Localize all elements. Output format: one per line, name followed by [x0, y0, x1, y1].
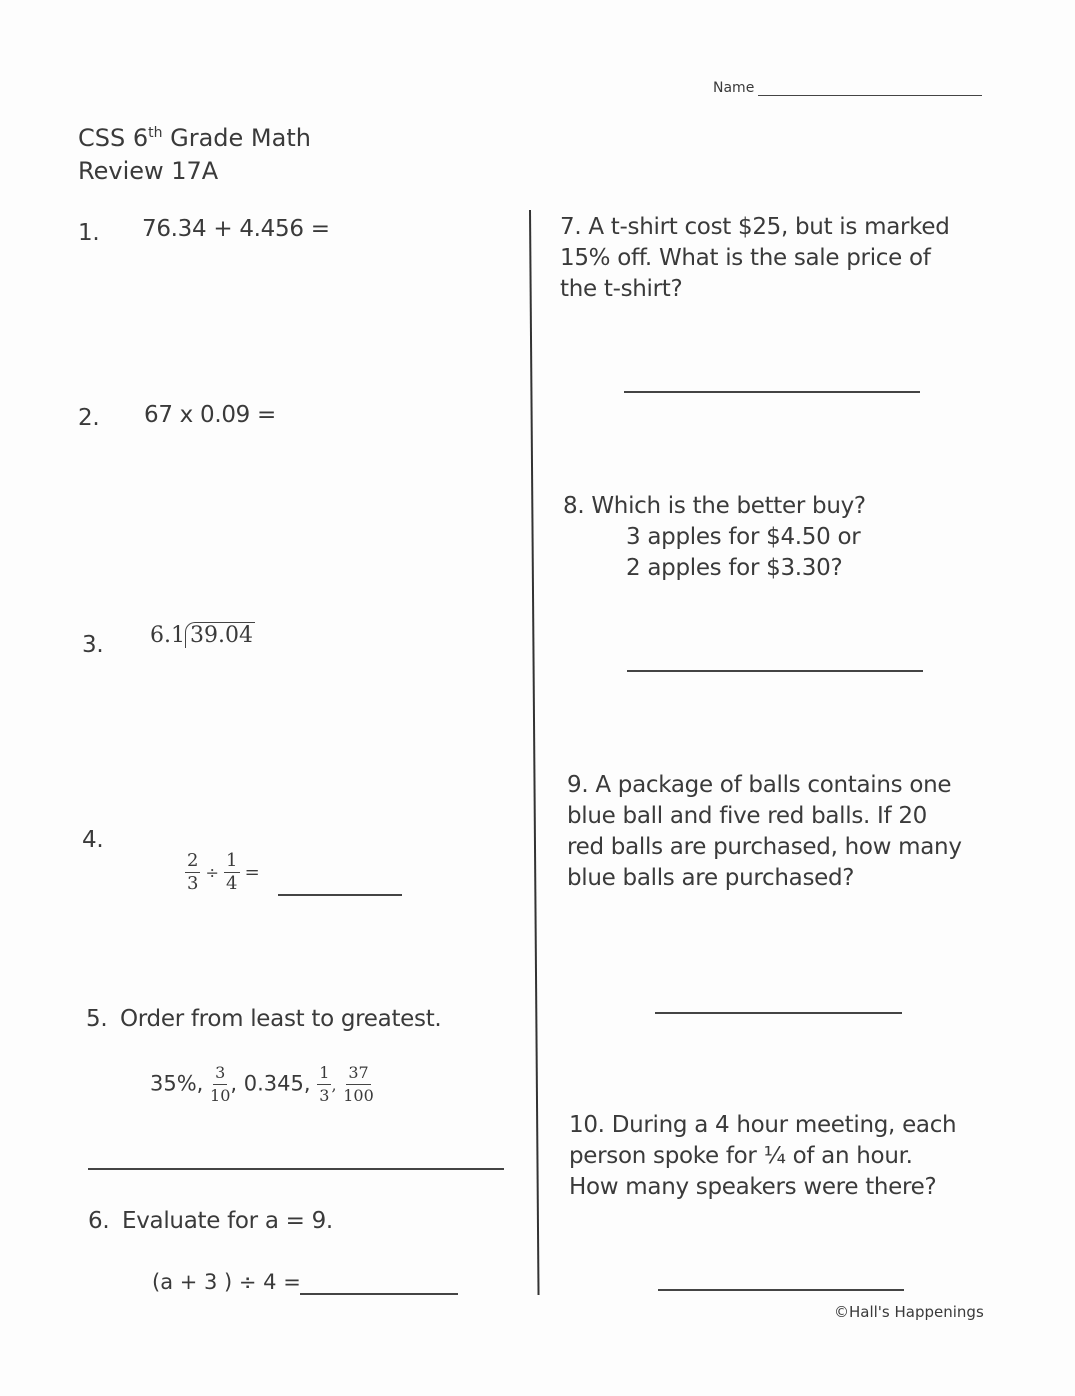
q4-expression: $\frac{2}{3}$ ÷ $\frac{1}{4}$ = — [187, 850, 260, 894]
q5-number: 5. — [86, 1006, 108, 1032]
q3-long-division: 6.1 39.04 — [150, 623, 253, 648]
worksheet-subtitle: Review 17A — [78, 157, 219, 185]
q3-number: 3. — [82, 632, 104, 658]
q10-answer-blank[interactable] — [658, 1289, 904, 1291]
name-label: Name — [713, 80, 755, 96]
q2-number: 2. — [78, 405, 100, 431]
q7-answer-blank[interactable] — [624, 391, 920, 393]
name-blank[interactable] — [758, 95, 982, 96]
q5-answer-blank[interactable] — [88, 1168, 504, 1170]
q4-answer-blank[interactable] — [278, 894, 402, 896]
column-divider — [529, 210, 540, 1295]
q5-text: Order from least to greatest. — [120, 1006, 442, 1032]
q8-text: 8. Which is the better buy? 3 apples for $4.50 or 2 apples for $3.30? — [563, 493, 866, 581]
q9-text: 9. A package of balls contains one blue ball and five red balls. If 20 red balls are purchased, how many blue balls are purchased? — [567, 772, 962, 891]
q6-text: Evaluate for a = 9. — [122, 1208, 333, 1234]
q6-answer-blank[interactable] — [300, 1293, 458, 1295]
q7-text: 7. A t-shirt cost $25, but is marked 15% off. What is the sale price of the t-shirt? — [560, 214, 950, 302]
q1-number: 1. — [78, 220, 100, 246]
q6-number: 6. — [88, 1208, 110, 1234]
q10-text: 10. During a 4 hour meeting, each person spoke for ¼ of an hour. How many speakers were there? — [569, 1112, 957, 1200]
q5-values: 35%, $\frac{3}{10}$ , 0.345, $\frac{1}{3}$ , $\frac{37}{100}$ — [150, 1063, 374, 1105]
q9-answer-blank[interactable] — [655, 1012, 902, 1014]
q8-answer-blank[interactable] — [627, 670, 923, 672]
q2-text: 67 x 0.09 = — [144, 402, 276, 428]
q1-text: 76.34 + 4.456 = — [142, 216, 330, 242]
copyright-footer: ©Hall's Happenings — [834, 1303, 984, 1321]
q4-number: 4. — [82, 827, 104, 853]
worksheet-title: CSS 6th Grade Math — [78, 124, 311, 152]
q6-expression: (a + 3 ) ÷ 4 = — [152, 1270, 301, 1294]
